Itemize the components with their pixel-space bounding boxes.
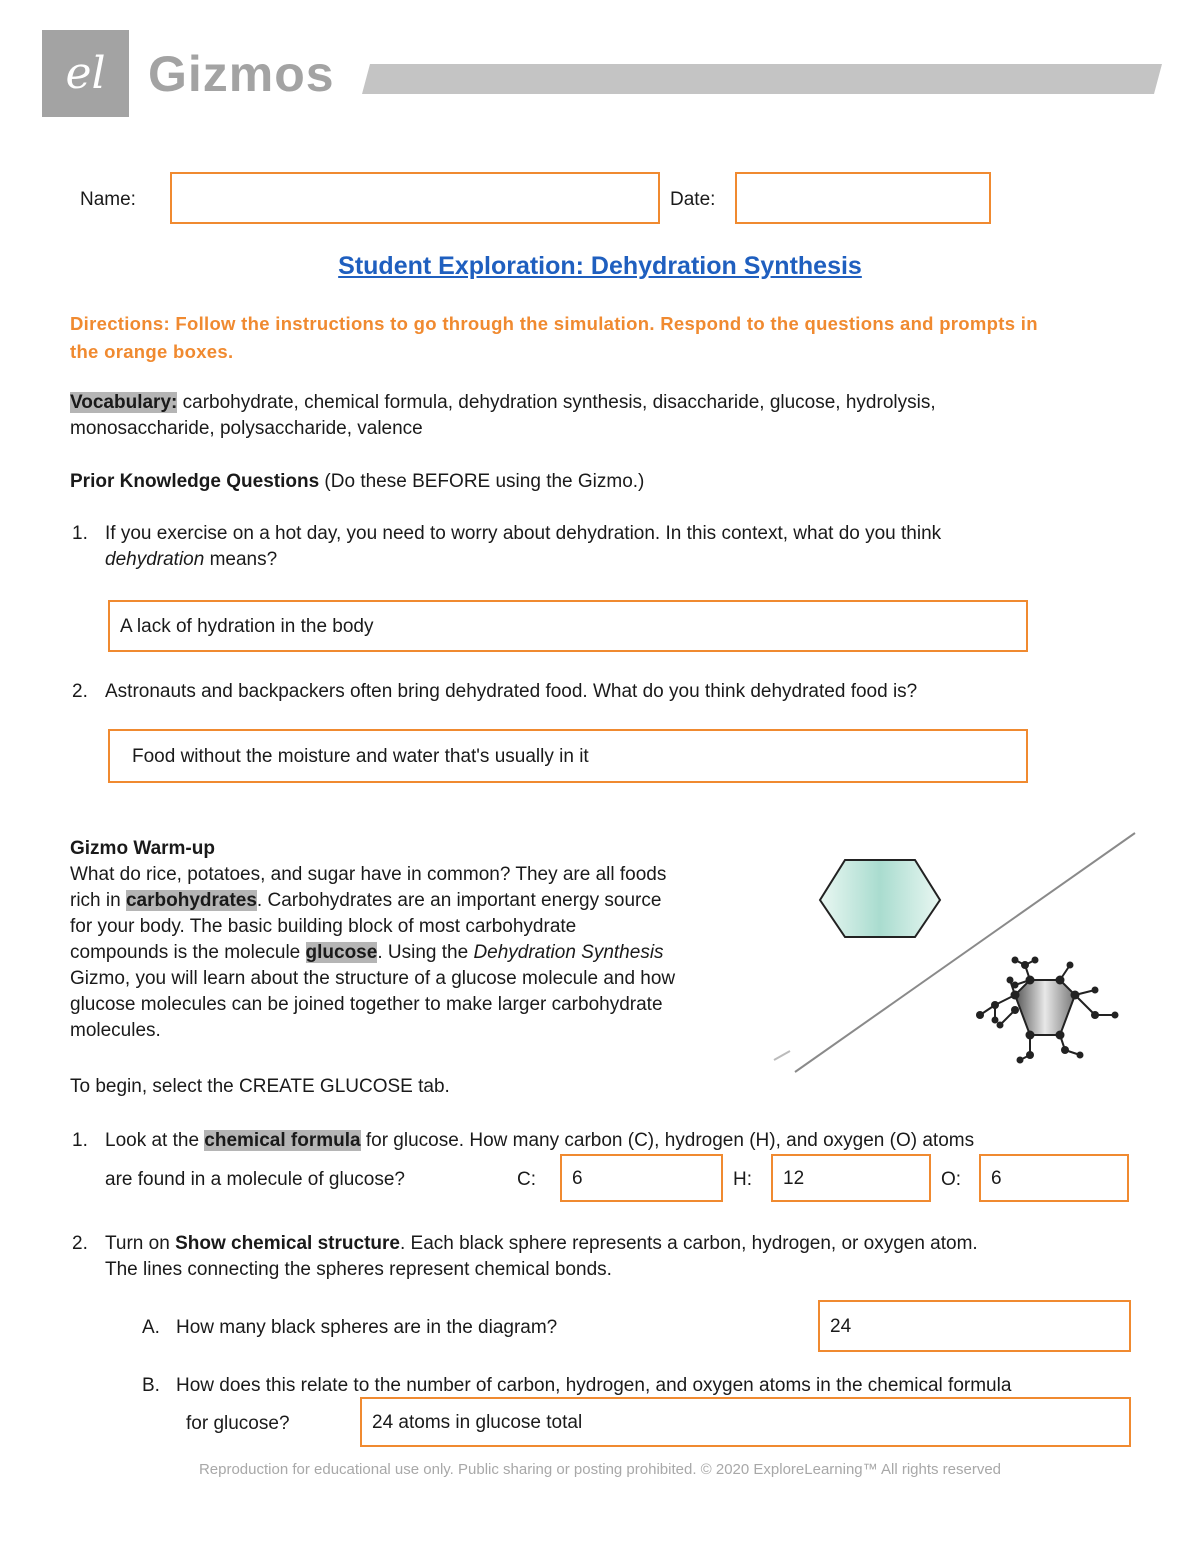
warmup-line6: glucose molecules can be joined together to make larger carbohydrate: [70, 994, 663, 1015]
warmup-line5: Gizmo, you will learn about the structure of a glucose molecule and how: [70, 968, 676, 989]
q2a-text: How many black spheres are in the diagram?: [176, 1317, 558, 1338]
q2b-line2: for glucose?: [186, 1413, 290, 1434]
prior-heading: Prior Knowledge Questions: [70, 471, 320, 492]
q2-bold: Show chemical structure: [175, 1233, 400, 1254]
q2a-answer-box[interactable]: [818, 1300, 1131, 1352]
q2-text-a: Turn on: [105, 1233, 176, 1254]
carbohydrates-highlight: carbohydrates: [125, 890, 257, 911]
q2-text-b: . Each black sphere represents a carbon, hydrogen, or oxygen atom.: [399, 1233, 978, 1254]
warmup-line2a: rich in: [70, 890, 126, 911]
oxygen-value: 6: [991, 1168, 1002, 1189]
chemical-formula-highlight: chemical formula: [204, 1130, 361, 1151]
glucose-highlight: glucose: [305, 942, 378, 963]
q1-number: 1.: [72, 1130, 88, 1151]
header-bar: [362, 64, 1162, 94]
warmup-line4b: . Using the: [377, 942, 474, 963]
vocabulary-line1: carbohydrate, chemical formula, dehydration synthesis, disaccharide, glucose, hydrolysis,: [177, 392, 936, 413]
prior-knowledge-heading: [70, 469, 644, 495]
q2b-letter: B.: [142, 1375, 160, 1396]
footer-copyright: Reproduction for educational use only. Public sharing or posting prohibited. © 2020 ExploreLearning™ All rights reserved: [198, 1461, 1002, 1478]
q2-number: 2.: [72, 1233, 88, 1254]
hydrogen-label: H:: [733, 1169, 752, 1190]
brand-name: Gizmos: [148, 46, 335, 102]
prior-q1-answer: A lack of hydration in the body: [120, 616, 374, 637]
q1-line2: are found in a molecule of glucose?: [105, 1169, 405, 1190]
carbon-label: C:: [517, 1169, 536, 1190]
prior-q1-text: [105, 521, 1145, 573]
name-value: [172, 174, 658, 187]
page-title: Student Exploration: Dehydration Synthesis: [338, 252, 862, 280]
hydrogen-field[interactable]: [771, 1154, 931, 1202]
hexagon-icon: [820, 860, 940, 937]
warmup-line2b: . Carbohydrates are an important energy source: [256, 890, 662, 911]
carbon-field[interactable]: [560, 1154, 723, 1202]
warmup-line3: for your body. The basic building block of most carbohydrate: [70, 916, 577, 937]
vocabulary: [70, 390, 1130, 442]
glucose-illustration: [760, 825, 1150, 1085]
q2a-letter: A.: [142, 1317, 160, 1338]
prior-q2-answer: Food without the moisture and water that's usually in it: [132, 746, 589, 767]
q2-text: [105, 1231, 1165, 1283]
oxygen-field[interactable]: [979, 1154, 1129, 1202]
q2b-text: How does this relate to the number of carbon, hydrogen, and oxygen atoms in the chemical formula: [176, 1375, 1012, 1396]
hydrogen-value: 12: [783, 1168, 805, 1189]
warmup-heading: Gizmo Warm-up: [70, 838, 215, 859]
vocabulary-label: Vocabulary:: [70, 392, 178, 413]
warmup-text: [70, 836, 790, 1044]
prior-q1-line2: means?: [204, 549, 278, 570]
name-field[interactable]: [170, 172, 660, 224]
date-label: Date:: [670, 189, 716, 210]
prior-q2-answer-box[interactable]: [108, 729, 1028, 783]
warmup-gizmo-name: Dehydration Synthesis: [473, 942, 664, 963]
begin-instruction: To begin, select the CREATE GLUCOSE tab.: [70, 1076, 450, 1097]
q1-text-b: for glucose. How many carbon (C), hydrogen (H), and oxygen (O) atoms: [360, 1130, 975, 1151]
vocabulary-line2: monosaccharide, polysaccharide, valence: [70, 418, 423, 439]
oxygen-label: O:: [941, 1169, 962, 1190]
prior-q1-number: 1.: [72, 523, 88, 544]
warmup-line1: What do rice, potatoes, and sugar have in common? They are all foods: [70, 864, 667, 885]
name-label: Name:: [80, 189, 136, 210]
prior-note: (Do these BEFORE using the Gizmo.): [319, 471, 645, 492]
date-value: [737, 174, 989, 187]
prior-q1-answer-box[interactable]: [108, 600, 1028, 652]
prior-q1-italic: dehydration: [105, 549, 205, 570]
explorelearning-logo-icon: el: [65, 48, 106, 99]
prior-q1-line1: If you exercise on a hot day, you need to worry about dehydration. In this context, what do you think: [105, 523, 942, 544]
directions-text: Directions: Follow the instructions to go through the simulation. Respond to the questions and prompts in the orange boxes.: [70, 313, 1038, 362]
q2b-answer-box[interactable]: [360, 1397, 1131, 1447]
q2a-answer: 24: [830, 1316, 852, 1337]
date-field[interactable]: [735, 172, 991, 224]
glucose-ball-stick-icon: [976, 957, 1119, 1064]
warmup-line4a: compounds is the molecule: [70, 942, 306, 963]
q2b-answer: 24 atoms in glucose total: [372, 1412, 583, 1433]
warmup-line7: molecules.: [70, 1020, 161, 1041]
q1-text-a: Look at the: [105, 1130, 205, 1151]
prior-q2-text: Astronauts and backpackers often bring dehydrated food. What do you think dehydrated food is?: [105, 681, 918, 702]
q1-text: [105, 1128, 1165, 1154]
q2-line2: The lines connecting the spheres represent chemical bonds.: [105, 1259, 612, 1280]
carbon-value: 6: [572, 1168, 583, 1189]
prior-q2-number: 2.: [72, 681, 88, 702]
